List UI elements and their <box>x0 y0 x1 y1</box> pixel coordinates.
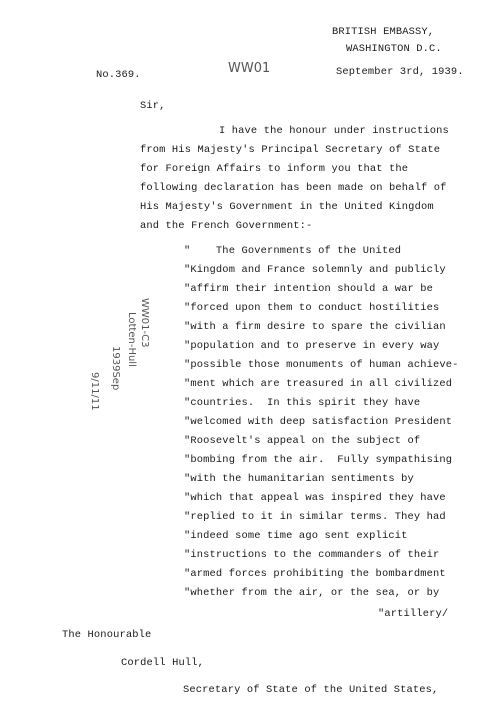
handwritten-reference: WW01 <box>228 61 271 76</box>
quote-line: "ment which are treasured in all civilized <box>184 378 453 390</box>
margin-note: 9/11/11 <box>89 372 100 411</box>
quote-line: "Kingdom and France solemnly and publicly <box>184 264 446 276</box>
embassy-city: WASHINGTON D.C. <box>346 43 442 55</box>
quote-line: "welcomed with deep satisfaction President <box>184 416 453 428</box>
margin-note: Lotten-Hull <box>126 312 137 367</box>
letter-number: No.369. <box>96 69 141 81</box>
quote-line: "replied to it in similar terms. They had <box>184 511 446 523</box>
quote-line: "possible those monuments of human achieve- <box>184 359 459 371</box>
embassy-name: BRITISH EMBASSY, <box>332 26 435 38</box>
salutation: Sir, <box>140 100 166 112</box>
intro-line: I have the honour under instructions <box>219 125 449 137</box>
intro-line: following declaration has been made on behalf of <box>140 182 447 194</box>
quote-line: "with the humanitarian sentiments by <box>184 473 414 485</box>
quote-line: "bombing from the air. Fully sympathising <box>184 454 453 466</box>
margin-note: WW01-C3 <box>139 298 150 348</box>
margin-note: 1939Sep <box>110 346 121 391</box>
quote-line: "countries. In this spirit they have <box>184 397 421 409</box>
quote-line: "affirm their intention should a war be <box>184 283 434 295</box>
addressee-name: Cordell Hull, <box>121 657 205 669</box>
quote-line: "instructions to the commanders of their <box>184 549 440 561</box>
addressee-title: The Honourable <box>62 629 152 641</box>
intro-line: His Majesty's Government in the United Kingdom <box>140 201 434 213</box>
quote-line: "indeed some time ago sent explicit <box>184 530 408 542</box>
quote-line: "forced upon them to conduct hostilities <box>184 302 440 314</box>
continuation-catchword: "artillery/ <box>378 608 449 620</box>
addressee-position: Secretary of State of the United States, <box>183 684 439 696</box>
quote-line: "whether from the air, or the sea, or by <box>184 587 440 599</box>
quote-line: "armed forces prohibiting the bombardment <box>184 568 446 580</box>
intro-line: from His Majesty's Principal Secretary of State <box>140 144 441 156</box>
letter-date: September 3rd, 1939. <box>336 66 464 78</box>
quote-line: "with a firm desire to spare the civilian <box>184 321 446 333</box>
intro-line: and the French Government:- <box>140 220 313 232</box>
quote-line: "which that appeal was inspired they have <box>184 492 446 504</box>
quote-line: " The Governments of the United <box>184 245 402 257</box>
intro-line: for Foreign Affairs to inform you that the <box>140 163 409 175</box>
quote-line: "Roosevelt's appeal on the subject of <box>184 435 421 447</box>
quote-line: "population and to preserve in every way <box>184 340 440 352</box>
